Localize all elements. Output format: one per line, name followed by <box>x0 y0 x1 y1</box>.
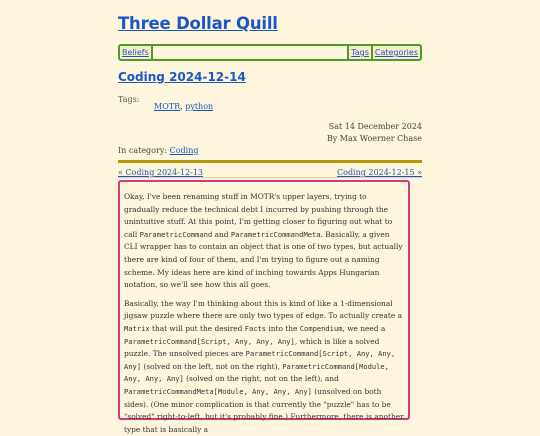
paragraph <box>124 191 404 292</box>
text-span: , which is like a solved puzzle. The unsolved pieces are <box>124 336 380 359</box>
inline-code: Compendium <box>299 323 343 333</box>
tag-separator: , <box>180 102 186 111</box>
post-content <box>118 180 410 434</box>
text-span: (solved on the left, not on the right), <box>141 361 283 371</box>
inline-code: Facts <box>244 323 267 333</box>
post-date: Sat 14 December 2024 <box>328 122 422 131</box>
nav-spacer <box>153 46 347 59</box>
top-nav <box>118 44 422 61</box>
text-span: , we need a <box>342 323 386 333</box>
inline-code: ParametricCommand[Module, Any, Any, Any] <box>124 361 389 384</box>
site-title[interactable]: Three Dollar Quill <box>118 14 278 33</box>
prev-post-link[interactable]: « Coding 2024-12-13 <box>118 168 203 177</box>
paragraph <box>124 298 404 436</box>
next-post-link[interactable]: Coding 2024-12-15 » <box>337 168 422 177</box>
post-title[interactable]: Coding 2024-12-14 <box>118 70 246 84</box>
post-byline: By Max Woerner Chase <box>326 134 422 143</box>
text-span: into the <box>266 323 300 333</box>
divider <box>118 160 422 163</box>
post-category <box>118 146 198 155</box>
text-span: (solved on the right, not on the left), and <box>183 374 339 384</box>
text-span: that will put the desired <box>149 323 245 333</box>
tag-link-python[interactable]: python <box>185 102 214 111</box>
tag-link-motr[interactable]: MOTR <box>154 102 181 111</box>
text-span: (unsolved on both sides). (One minor complication is that currently the "puzzle" has to be "solved" right-to-left, but it's probably fine.) Furthermore, there is another type that is basically a <box>124 386 404 434</box>
nav-tags-link[interactable]: Tags <box>351 48 369 57</box>
category-label: In category: <box>118 146 170 155</box>
category-link[interactable]: Coding <box>169 146 199 155</box>
text-span: and <box>212 229 231 239</box>
text-span: Basically, the way I'm thinking about this is kind of like a 1-dimensional jigsaw puzzle where there are only two types of edge. To actually create a <box>124 298 403 321</box>
text-span: . Basically, a given CLI wrapper has to contain an object that is one of two types, but actually there are kind of four of them, and I'm trying to figure out a naming scheme. My ideas here are kind of inching towards Apps Hungarian notation, so we'll see how this all goes. <box>124 229 403 290</box>
inline-code: ParametricCommandMeta <box>230 229 321 239</box>
inline-code: ParametricCommand <box>139 229 213 239</box>
tag-list <box>154 102 213 111</box>
inline-code: ParametricCommand[Script, Any, Any, Any] <box>124 336 295 346</box>
inline-code: Matrix <box>124 323 150 333</box>
tags-label: Tags: <box>118 95 140 104</box>
text-span: Okay, I've been renaming stuff in MOTR's upper layers, trying to gradually reduce the technical debt I incurred by pushing through the unintuitive stuff. At this point, I'm getting closer to figuring out what to call <box>124 192 393 239</box>
nav-beliefs-link[interactable]: Beliefs <box>122 48 149 57</box>
inline-code: ParametricCommand[Script, Any, Any, Any] <box>124 349 396 371</box>
inline-code: ParametricCommandMeta[Module, Any, Any, Any] <box>124 386 312 396</box>
divider <box>118 177 422 178</box>
nav-categories-link[interactable]: Categories <box>374 48 418 57</box>
